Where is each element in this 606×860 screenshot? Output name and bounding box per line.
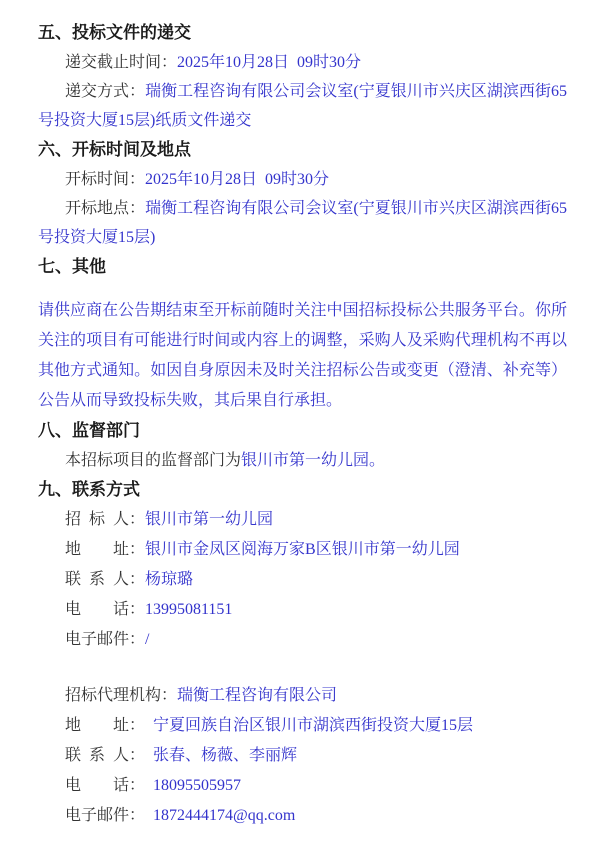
agency-name-value: 瑞衡工程咨询有限公司 [177, 687, 338, 704]
agency-address-value: 宁夏回族自治区银川市湖滨西街投资大厦15层 [153, 717, 474, 734]
agency-email-value: 1872444174@qq.com [153, 807, 296, 824]
tenderer-phone-label: 电 话： [65, 601, 146, 618]
section-9-heading: 九、联系方式 [38, 480, 140, 499]
tenderer-phone-value: 13995081151 [145, 601, 233, 618]
agency-email-row [38, 801, 567, 831]
tenderer-contact-person-value: 杨琼璐 [145, 571, 194, 588]
tenderer-contact-block [38, 505, 567, 655]
tenderer-email-row [38, 625, 567, 655]
tenderer-email-value: / [145, 631, 150, 648]
agency-contact-block [38, 681, 567, 831]
tenderer-address-label: 地 址： [65, 541, 146, 558]
tenderer-phone-row [38, 595, 567, 625]
bid-opening-time-row [38, 165, 567, 194]
submission-deadline-value: 2025年10月28日 09时30分 [177, 54, 362, 71]
agency-contact-person-row [38, 741, 567, 771]
tenderer-contact-person-label: 联 系 人： [65, 571, 146, 588]
agency-contact-person-label: 联 系 人： [65, 747, 146, 764]
submission-method-row [38, 77, 567, 135]
tenderer-email-label: 电子邮件： [65, 631, 146, 648]
tenderer-address-row [38, 535, 567, 565]
bid-opening-place-value: 瑞衡工程咨询有限公司会议室(宁夏银川市兴庆区湖滨西街65号投资大厦15层) [38, 200, 567, 246]
supervision-label: 本招标项目的监督部门为 [65, 452, 242, 469]
submission-deadline-label: 递交截止时间： [65, 54, 178, 71]
tenderer-contact-person-row [38, 565, 567, 595]
agency-address-label: 地 址： [65, 717, 146, 734]
agency-phone-value: 18095505957 [153, 777, 242, 794]
section-6-heading: 六、开标时间及地点 [38, 140, 191, 159]
bid-opening-place-label: 开标地点： [65, 200, 146, 217]
tenderer-name-row [38, 505, 567, 535]
agency-phone-label: 电 话： [65, 777, 146, 794]
section-5-heading: 五、投标文件的递交 [38, 23, 191, 42]
agency-address-row [38, 711, 567, 741]
notice-paragraph: 请供应商在公告期结束至开标前随时关注中国招标投标公共服务平台。你所关注的项目有可能进行时间或内容上的调整，采购人及采购代理机构不再以其他方式通知。如因自身原因未及时关注招标公告或变更（澄清、补充等）公告从而导致投标失败，其后果自行承担。 [38, 302, 567, 409]
agency-email-label: 电子邮件： [65, 807, 146, 824]
agency-name-row [38, 681, 567, 711]
tenderer-name-value: 银川市第一幼儿园 [145, 511, 274, 528]
submission-deadline-row [38, 48, 567, 77]
supervision-row [38, 446, 567, 475]
section-7-heading: 七、其他 [38, 257, 106, 276]
bid-opening-time-label: 开标时间： [65, 171, 146, 188]
bid-opening-time-value: 2025年10月28日 09时30分 [145, 171, 330, 188]
submission-method-value: 瑞衡工程咨询有限公司会议室(宁夏银川市兴庆区湖滨西街65号投资大厦15层)纸质文件递交 [38, 83, 567, 129]
submission-method-label: 递交方式： [65, 83, 146, 100]
tenderer-address-value: 银川市金凤区阅海万家B区银川市第一幼儿园 [145, 541, 460, 558]
bid-opening-place-row [38, 194, 567, 252]
section-8-heading: 八、监督部门 [38, 421, 140, 440]
tenderer-name-label: 招 标 人： [65, 511, 146, 528]
supervision-value: 银川市第一幼儿园。 [241, 452, 386, 469]
agency-name-label: 招标代理机构： [65, 687, 178, 704]
agency-contact-person-value: 张春、杨薇、李丽辉 [153, 747, 298, 764]
agency-phone-row [38, 771, 567, 801]
